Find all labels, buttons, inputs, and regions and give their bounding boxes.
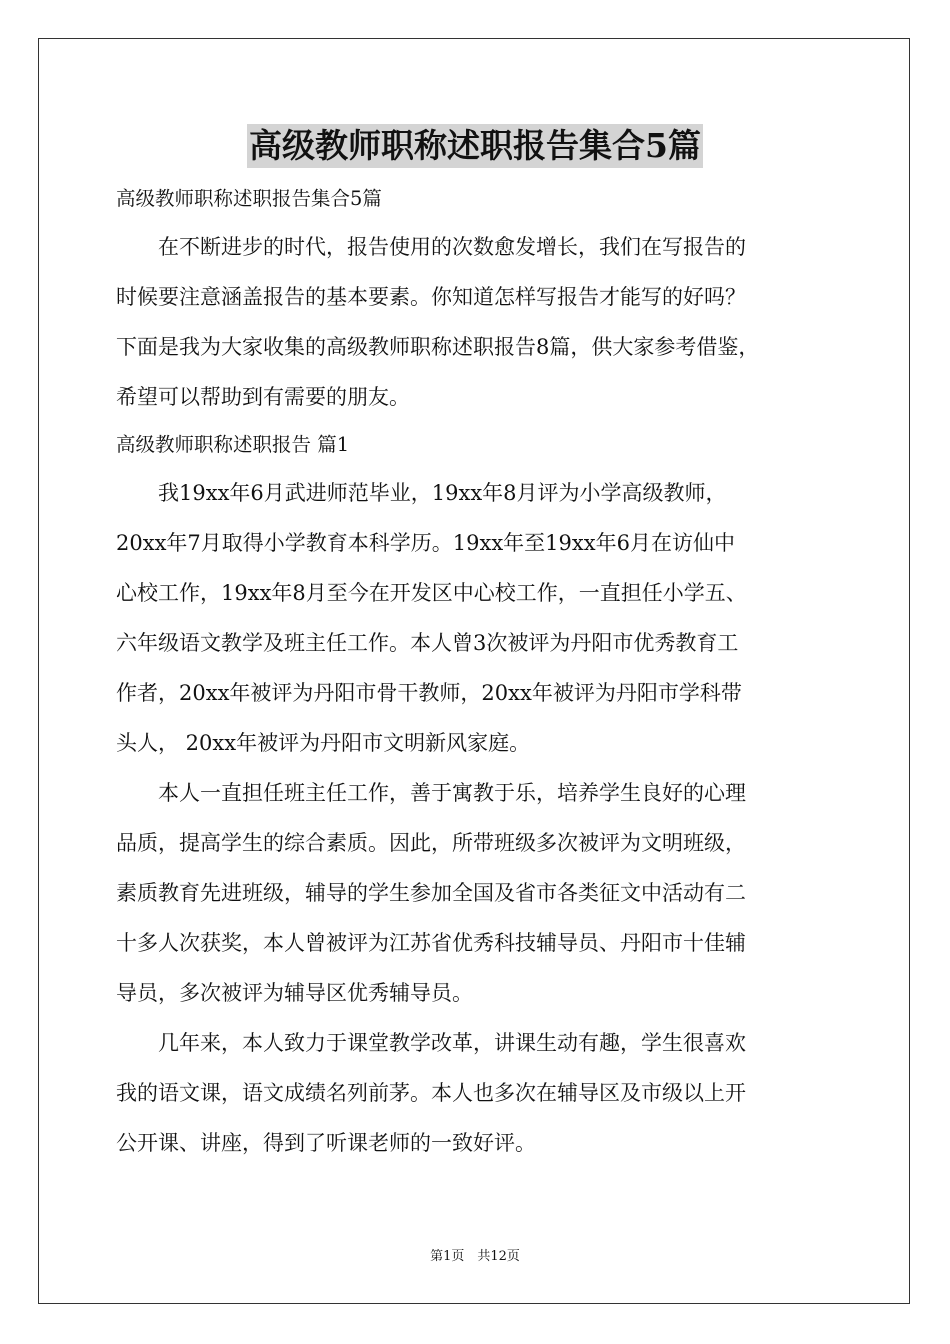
section-heading: 高级教师职称述职报告 篇1 bbox=[116, 433, 350, 456]
paragraph-line: 几年来，本人致力于课堂教学改革，讲课生动有趣，学生很喜欢 bbox=[158, 1031, 746, 1055]
document-body bbox=[116, 176, 836, 1168]
paragraph-line: 头人， 20xx年被评为丹阳市文明新风家庭。 bbox=[116, 731, 531, 755]
paragraph-line: 下面是我为大家收集的高级教师职称述职报告8篇，供大家参考借鉴， bbox=[116, 335, 760, 359]
document-title: 高级教师职称述职报告集合5篇 bbox=[247, 124, 703, 168]
paragraph-line: 希望可以帮助到有需要的朋友。 bbox=[116, 385, 410, 409]
paragraph-line: 品质，提高学生的综合素质。因此，所带班级多次被评为文明班级， bbox=[116, 831, 746, 855]
intro-paragraph bbox=[116, 222, 836, 422]
paragraph-line: 20xx年7月取得小学教育本科学历。19xx年至19xx年6月在访仙中 bbox=[116, 531, 735, 555]
paragraph-line: 本人一直担任班主任工作，善于寓教于乐，培养学生良好的心理 bbox=[158, 781, 746, 805]
page-footer bbox=[0, 1248, 950, 1266]
paragraph-line: 我的语文课，语文成绩名列前茅。本人也多次在辅导区及市级以上开 bbox=[116, 1081, 746, 1105]
paragraph-line: 十多人次获奖，本人曾被评为江苏省优秀科技辅导员、丹阳市十佳辅 bbox=[116, 931, 746, 955]
paragraph-line: 作者，20xx年被评为丹阳市骨干教师，20xx年被评为丹阳市学科带 bbox=[116, 681, 742, 705]
paragraph-line: 公开课、讲座，得到了听课老师的一致好评。 bbox=[116, 1131, 536, 1155]
paragraph-line: 在不断进步的时代，报告使用的次数愈发增长，我们在写报告的 bbox=[158, 235, 746, 259]
paragraph-1 bbox=[116, 468, 836, 768]
paragraph-line: 我19xx年6月武进师范毕业，19xx年8月评为小学高级教师， bbox=[158, 481, 727, 505]
paragraph-2 bbox=[116, 768, 836, 1018]
paragraph-line: 时候要注意涵盖报告的基本要素。你知道怎样写报告才能写的好吗？ bbox=[116, 285, 746, 309]
paragraph-3 bbox=[116, 1018, 836, 1168]
page-indicator: 第1页 共12页 bbox=[430, 1249, 520, 1264]
paragraph-line: 素质教育先进班级，辅导的学生参加全国及省市各类征文中活动有二 bbox=[116, 881, 746, 905]
paragraph-line: 六年级语文教学及班主任工作。本人曾3次被评为丹阳市优秀教育工 bbox=[116, 631, 739, 655]
title-container bbox=[0, 124, 950, 168]
paragraph-line: 心校工作，19xx年8月至今在开发区中心校工作，一直担任小学五、 bbox=[116, 581, 747, 605]
document-subtitle: 高级教师职称述职报告集合5篇 bbox=[116, 187, 382, 210]
paragraph-line: 导员，多次被评为辅导区优秀辅导员。 bbox=[116, 981, 473, 1005]
